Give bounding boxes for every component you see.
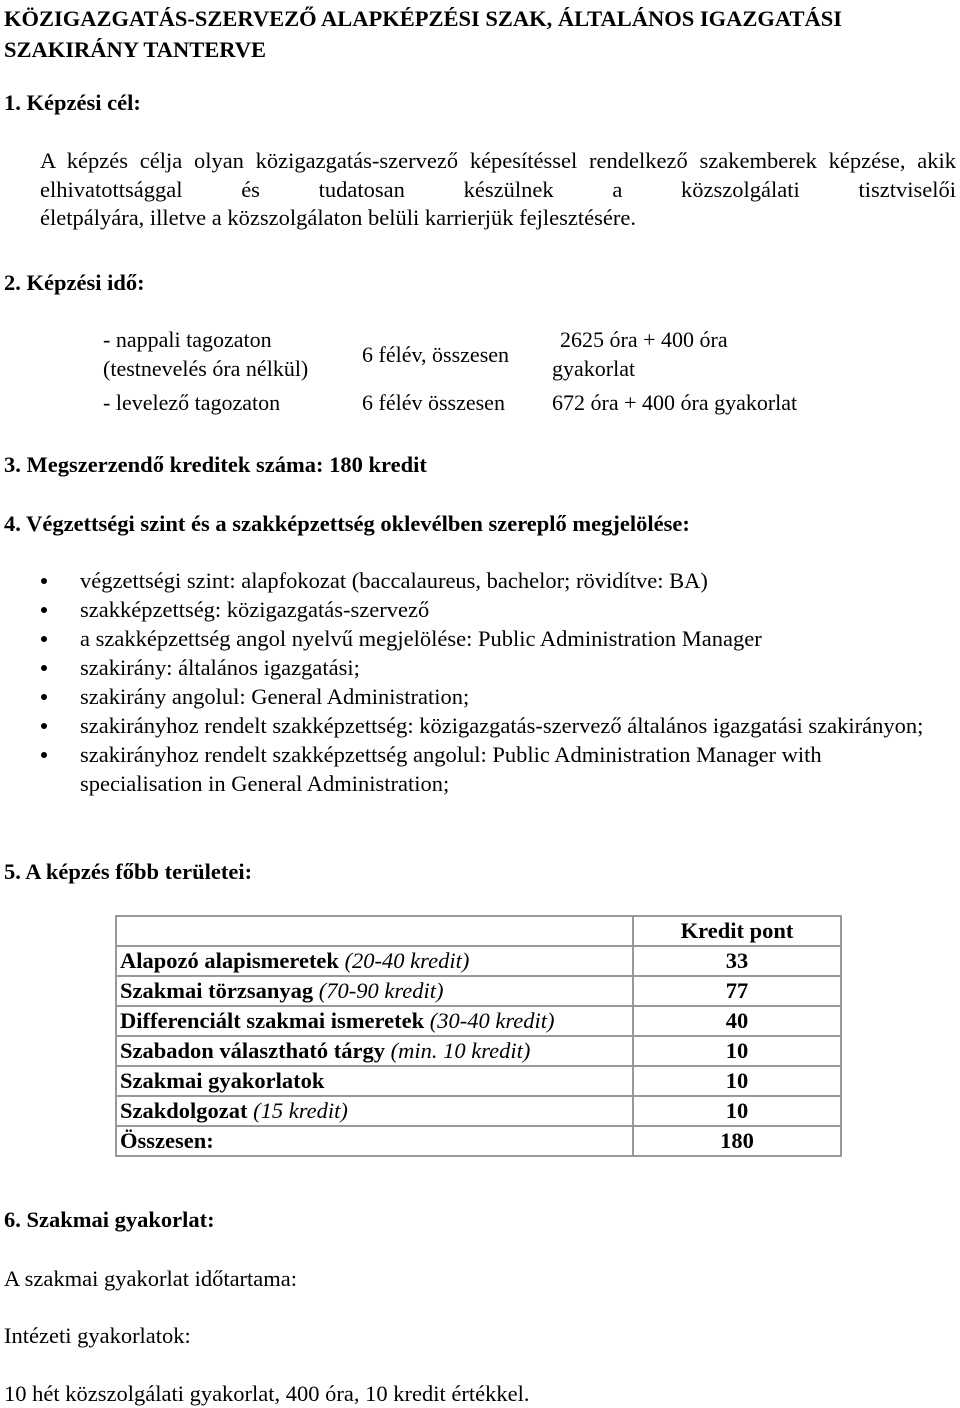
bullet-icon [41, 607, 47, 613]
table-row [116, 1006, 841, 1036]
table-header-credits: Kredit pont [633, 916, 841, 946]
section-4-heading: 4. Végzettségi szint és a szakképzettség oklevélben szereplő megjelölése: [4, 511, 690, 536]
bullet-icon [41, 578, 47, 584]
table-header-empty [116, 916, 633, 946]
list-item: szakképzettség: közigazgatás-szervező [0, 595, 940, 624]
list-item: szakirányhoz rendelt szakképzettség angolul: Public Administration Manager with specialisation in General Administration; [0, 740, 940, 798]
section-6-line-3: 10 hét közszolgálati gyakorlat, 400 óra, 10 kredit értékkel. [4, 1381, 530, 1406]
section-1-text-1: A képzés célja olyan közigazgatás-szervező képesítéssel rendelkező szakemberek képzése, akik elhivatottsággal és tudatosan készülnek a közszolgálati tisztviselői [40, 148, 956, 202]
time-row-2-hours: 672 óra + 400 óra gyakorlat [552, 390, 798, 415]
table-cell-credits: 10 [633, 1096, 841, 1126]
bullet-icon [41, 752, 47, 758]
list-item: szakirány angolul: General Administration; [0, 682, 940, 711]
list-item: végzettségi szint: alapfokozat (baccalaureus, bachelor; rövidítve: BA) [0, 566, 940, 595]
table-cell-credits: 77 [633, 976, 841, 1006]
table-cell-credits: 40 [633, 1006, 841, 1036]
time-row-2-mode: - levelező tagozaton [103, 390, 281, 415]
time-row-1-mode: - nappali tagozaton [103, 327, 272, 352]
bullet-icon [41, 694, 47, 700]
table-row [116, 1066, 841, 1096]
bullet-icon [41, 636, 47, 642]
table-cell-credits: 10 [633, 1066, 841, 1096]
table-cell-area: Differenciált szakmai ismeretek (30-40 kredit) [116, 1006, 633, 1036]
section-1-text-2: életpályára, illetve a közszolgálaton belüli karrierjük fejlesztésére. [40, 205, 636, 230]
table-header-row [116, 916, 841, 946]
study-areas-table [115, 915, 842, 1157]
table-cell-area: Alapozó alapismeretek (20-40 kredit) [116, 946, 633, 976]
table-cell-area: Szakmai törzsanyag (70-90 kredit) [116, 976, 633, 1006]
table-cell-credits: 33 [633, 946, 841, 976]
section-6-line-2: Intézeti gyakorlatok: [4, 1323, 191, 1348]
time-row-1-hours: 2625 óra + 400 óra [560, 327, 728, 352]
section-1-heading: 1. Képzési cél: [4, 90, 141, 115]
list-item: szakirány: általános igazgatási; [0, 653, 940, 682]
time-row-2-duration: 6 félév összesen [362, 390, 505, 415]
table-row [116, 976, 841, 1006]
table-total-row [116, 1126, 841, 1156]
table-cell-credits: 10 [633, 1036, 841, 1066]
table-row [116, 946, 841, 976]
list-item: a szakképzettség angol nyelvű megjelölése: Public Administration Manager [0, 624, 940, 653]
section-1-paragraph [40, 147, 956, 233]
section-2-heading: 2. Képzési idő: [4, 270, 145, 295]
time-row-1-note: (testnevelés óra nélkül) [103, 356, 309, 381]
section-3-heading: 3. Megszerzendő kreditek száma: 180 kredit [4, 452, 427, 477]
section-5-heading: 5. A képzés főbb területei: [4, 859, 253, 884]
table-cell-area: Szakdolgozat (15 kredit) [116, 1096, 633, 1126]
list-item: szakirányhoz rendelt szakképzettség: közigazgatás-szervező általános igazgatási szakirányon; [0, 711, 940, 740]
time-row-1-hours-2: gyakorlat [552, 356, 636, 381]
table-cell-credits: 180 [633, 1126, 841, 1156]
table-cell-area: Összesen: [116, 1126, 633, 1156]
section-6-line-1: A szakmai gyakorlat időtartama: [4, 1266, 298, 1291]
table-cell-area: Szakmai gyakorlatok [116, 1066, 633, 1096]
section-6-heading: 6. Szakmai gyakorlat: [4, 1207, 215, 1232]
qualification-list [0, 566, 940, 798]
bullet-icon [41, 665, 47, 671]
table-row [116, 1036, 841, 1066]
table-row [116, 1096, 841, 1126]
time-row-1-duration: 6 félév, összesen [362, 342, 510, 367]
document-title: KÖZIGAZGATÁS-SZERVEZŐ ALAPKÉPZÉSI SZAK, ÁLTALÁNOS IGAZGATÁSI SZAKIRÁNY TANTERVE [4, 6, 842, 62]
table-cell-area: Szabadon választható tárgy (min. 10 kredit) [116, 1036, 633, 1066]
bullet-icon [41, 723, 47, 729]
